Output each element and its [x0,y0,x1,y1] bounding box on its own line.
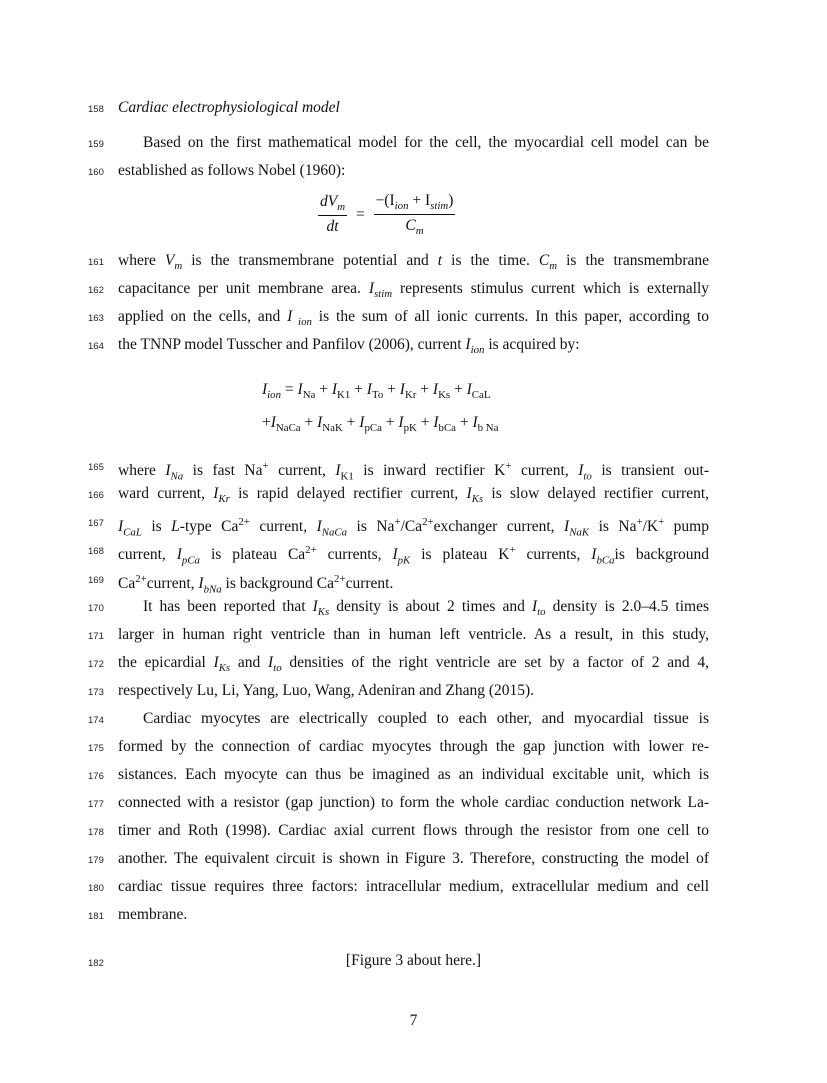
paragraph-line: membrane. [118,906,188,923]
paragraph-line: formed by the connection of cardiac myocytes through the gap junction with lower re- [118,738,709,755]
current-term: $I_{pK}$ [398,414,417,435]
equation-operator: + [450,381,467,398]
paragraph-line: the TNNP model Tusscher and Panfilov (2006), current $I_{ion}$ is acquired by: [118,336,580,357]
line-number: 177 [88,799,104,810]
current-term: $I_{CaL}$ [466,381,491,402]
paragraph-line: Based on the first mathematical model for the cell, the myocardial cell model can be [143,134,709,151]
line-number: 178 [88,827,104,838]
paragraph-line: larger in human right ventricle than in human left ventricle. As a result, in this study, [118,626,709,643]
line-number: 174 [88,715,104,726]
paragraph-line: applied on the cells, and I $_{ion}$ is the sum of all ionic currents. In this paper, according to [118,308,710,329]
paragraph-line: where $V_m$ is the transmembrane potential and t is the time. $C_m$ is the transmembrane [118,252,709,273]
paragraph-line: It has been reported that $I_{Ks}$ density is about 2 times and $I_{to}$ density is 2.0–4.5 times [143,598,709,619]
line-number: 169 [88,575,104,586]
ionic-current-equation-row-1 [262,381,490,401]
figure-placeholder: [Figure 3 about here.] [345,952,482,969]
paragraph-line: where $I_{Na}$ is fast Na+ current, $I_{K1}$ is inward rectifier K+ current, $I_{to}$ is transient out- [118,460,709,483]
current-term: $I_{K1}$ [331,381,351,402]
page-number: 7 [409,1012,418,1029]
equation-operator: + [342,414,360,431]
line-number: 159 [88,139,104,150]
paragraph-line: sistances. Each myocyte can thus be imagined as an individual excitable unit, which is [118,766,709,783]
line-number: 167 [88,518,104,529]
equation-operator: + [300,414,318,431]
current-term: $I_{Na}$ [297,381,316,402]
equation-operator: + [416,414,434,431]
equation-operator: + [262,414,271,431]
line-number: 164 [88,341,104,352]
line-number: 181 [88,911,104,922]
line-number: 163 [88,313,104,324]
line-number: 168 [88,546,104,557]
line-number: 182 [88,958,104,969]
line-number: 161 [88,257,104,268]
line-number: 173 [88,687,104,698]
paragraph-line: the epicardial $I_{Ks}$ and $I_{to}$ densities of the right ventricle are set by a factor of 2 and 4, [118,654,709,675]
line-number: 171 [88,631,104,642]
ionic-current-equation-row-2 [262,414,498,434]
current-term: $I_{NaCa}$ [270,414,301,435]
line-number: 166 [88,490,104,501]
equation-operator: = [281,381,298,398]
current-term: $I_{NaK}$ [317,414,343,435]
current-term: $I_{To}$ [366,381,384,402]
equation-operator: + [350,381,367,398]
section-heading: Cardiac electrophysiological model [118,99,340,116]
paragraph-line: capacitance per unit membrane area. $I_{stim}$ represents stimulus current which is externally [118,280,709,301]
line-number: 158 [88,104,104,115]
line-number: 179 [88,855,104,866]
paragraph-line: Cardiac myocytes are electrically coupled to each other, and myocardial tissue is [143,710,709,727]
line-number: 160 [88,167,104,178]
equation-operator: + [456,414,473,431]
equation-lhs-fraction: $\frac{dV_m}{dt}$ [320,193,346,236]
paragraph-line: $I_{CaL}$ is L-type $Ca^{2+}$ current, $I_{NaCa}$ is $Na^+/Ca^{2+}exchanger$ current, $I_{NaK}$ is Na+/K+ pump [118,516,709,539]
line-number: 176 [88,771,104,782]
equation-operator: + [315,381,332,398]
line-number: 172 [88,659,104,670]
paragraph-line: established as follows Nobel (1960): [118,162,346,179]
paragraph-line: respectively Lu, Li, Yang, Luo, Wang, Adeniran and Zhang (2015). [118,682,535,699]
paragraph-line: current, $I_{pCa}$ is plateau $Ca^{2+}$ currents, $I_{pK}$ is plateau K+ currents, $I_{bCa}is$ background [118,544,710,567]
paragraph-line: $Ca^{2+}current$, $I_{bNa}$ is background $Ca^{2+}current$. [118,573,394,596]
paragraph-line: timer and Roth (1998). Cardiac axial current flows through the resistor from one cell to [118,822,709,839]
paragraph-line: connected with a resistor (gap junction) to form the whole cardiac conduction network La- [118,794,709,811]
current-term: $I_{Kr}$ [399,381,417,402]
current-term: $I_{Ks}$ [432,381,451,402]
line-number: 165 [88,462,104,473]
equation-operator: + [416,381,433,398]
line-number: 180 [88,883,104,894]
paragraph-line: another. The equivalent circuit is shown in Figure 3. Therefore, constructing the model of [118,850,709,867]
line-number: 175 [88,743,104,754]
line-number: 170 [88,603,104,614]
equation-rhs-fraction: $\frac{-(I_{ion} + I_{stim})}{C_m}$ [375,192,454,238]
current-term: $I_{pCa}$ [359,414,382,435]
paragraph-line: cardiac tissue requires three factors: intracellular medium, extracellular medium and cell [118,878,709,895]
membrane-potential-equation: $\frac{dV_m}{dt}$ = $\frac{-(I_{ion} + I_{stim})}{C_m}$ [320,192,454,238]
current-term: $I_{bCa}$ [433,414,456,435]
current-term: $I_{ion}$ [262,381,282,402]
equation-operator: + [381,414,399,431]
paragraph-line: ward current, $I_{Kr}$ is rapid delayed rectifier current, $I_{Ks}$ is slow delayed rectifier current, [118,485,709,506]
current-term: $I_{b Na}$ [472,414,499,435]
equation-operator: + [383,381,400,398]
line-number: 162 [88,285,104,296]
